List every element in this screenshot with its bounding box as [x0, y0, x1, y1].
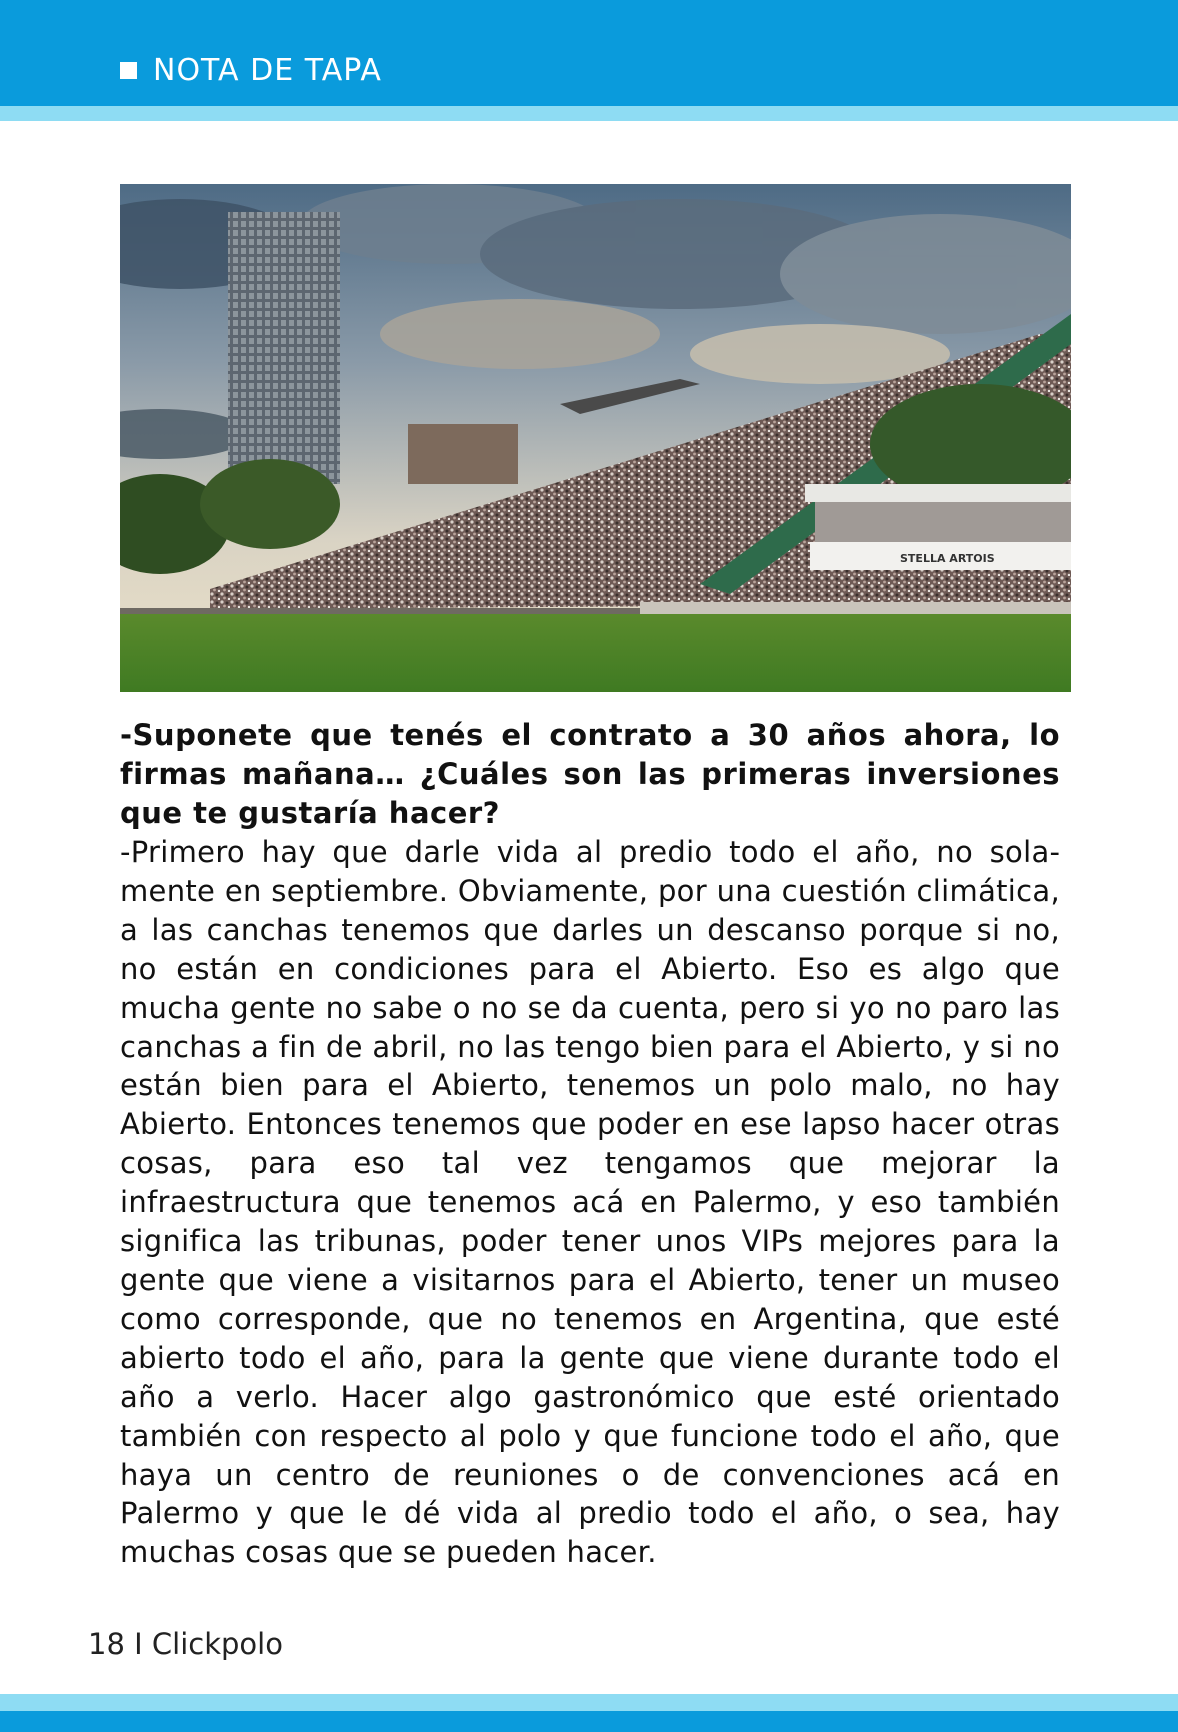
- footer-stripe: [0, 1694, 1178, 1711]
- background-building: [408, 424, 518, 484]
- polo-field: [120, 614, 1071, 692]
- page-footer: 18 I Clickpolo: [88, 1627, 283, 1661]
- section-label-text: NOTA DE TAPA: [153, 52, 382, 88]
- header-stripe: [0, 106, 1178, 121]
- article-photo: [120, 184, 1071, 692]
- square-bullet-icon: [120, 62, 137, 79]
- interview-answer: -Primero hay que darle vida al predio todo el año, no solamente en septiembre. Obviamente, por una cuestión climática, a las canchas tenemos que darles un descanso porque si no, no están en condiciones para el Abierto. Eso es algo que mucha gente no sabe o no se da cuenta, pero si yo no paro las canchas a fin de abril, no las tengo bien para el Abierto, y si no están bien para el Abierto, tenemos un polo malo, no hay Abierto. Entonces tenemos que poder en ese lapso hacer otras cosas, para eso tal vez tengamos que mejorar la infraestructura que tenemos acá en Palermo, y eso también significa las tribunas, poder tener unos VIPs mejores para la gente que viene a visitarnos para el Abierto, tener un museo como corresponde, que no tenemos en Argentina, que esté abierto todo el año, para la gente que viene durante todo el año a verlo. Hacer algo gastronómico que esté orientado también con respecto al polo y que funcione todo el año, que haya un centro de reuniones o de convenciones acá en Palermo y que le dé vida al predio todo el año, o sea, hay muchas cosas que se pueden hacer.: [120, 835, 1060, 1570]
- field-fence: [640, 602, 1071, 614]
- field-boundary: [120, 608, 640, 614]
- sponsor-signage: STELLA ARTOIS: [900, 552, 995, 565]
- interview-question: -Suponete que tenés el contrato a 30 años ahora, lo firmas mañana… ¿Cuáles son las primeras inversiones que te gustaría hacer?: [120, 718, 1060, 830]
- footer-bar: [0, 1711, 1178, 1732]
- section-label: [120, 50, 382, 90]
- vip-pavilion: [805, 484, 1071, 570]
- tower-building: [228, 212, 340, 484]
